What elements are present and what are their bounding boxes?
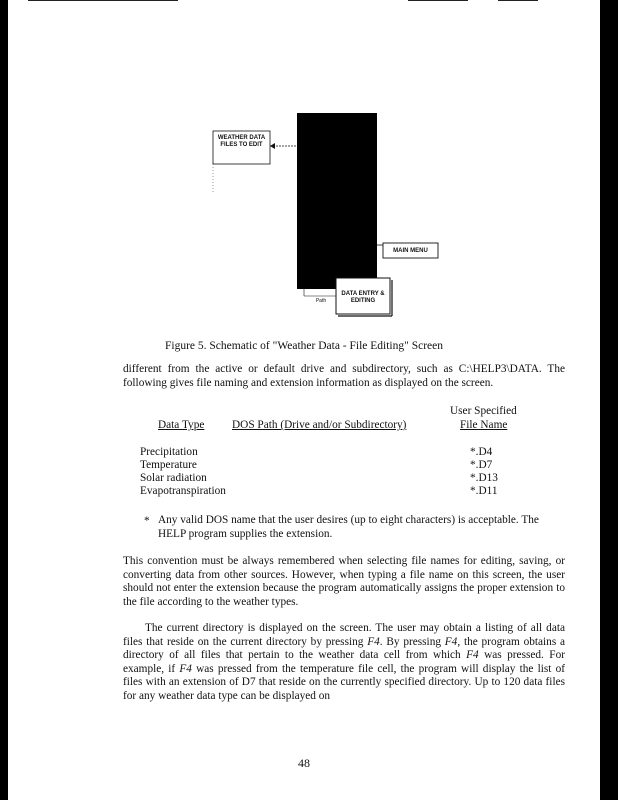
directory-paragraph: The current directory is displayed on the screen. The user may obtain a listing of all data files that reside on the current directory by pressing F4. By pressing F4, the program obtains a directory of all files that pertain to the weather data cell from which F4 was pressed. For example, if F4 was pressed from the temperature file cell, the program will display the list of files with an extension of D7 that reside on the currently specified directory. Up to 120 data files for any weather data type can be displayed on — [123, 622, 566, 702]
row-type: Evapotranspiration — [140, 485, 226, 497]
header-user-specified: User Specified — [450, 405, 517, 417]
table-row — [140, 459, 520, 473]
key-f4: F4 — [367, 635, 380, 648]
table-row — [140, 485, 520, 499]
row-file: *.D11 — [470, 485, 498, 497]
table-row — [140, 472, 520, 486]
table-row — [140, 446, 520, 460]
header-dos-path: DOS Path (Drive and/or Subdirectory) — [232, 419, 407, 431]
header-data-type: Data Type — [158, 419, 205, 431]
figure-caption: Figure 5. Schematic of "Weather Data - File Editing" Screen — [165, 340, 443, 352]
row-type: Precipitation — [140, 446, 198, 458]
document-page — [8, 0, 600, 800]
key-f4: F4 — [179, 662, 192, 675]
intro-paragraph: different from the active or default drive and subdirectory, such as C:\HELP3\DATA. The following gives file naming and extension information as displayed on the screen. — [123, 363, 565, 389]
screen-block — [297, 113, 377, 289]
convention-paragraph: This convention must be always remembered when selecting file names for editing, saving, or converting data from other sources. However, when typing a file name on this screen, the user should not enter the extension because the program automatically assigns the proper extension to the file according to the weather types. — [123, 555, 565, 608]
row-file: *.D7 — [470, 459, 493, 471]
main-menu-label: MAIN MENU — [393, 248, 428, 254]
key-f4: F4 — [466, 649, 479, 661]
row-type: Solar radiation — [140, 472, 207, 484]
note-marker: * — [144, 515, 150, 527]
path-label: Path — [315, 298, 327, 304]
key-f4: F4 — [444, 635, 458, 648]
header-file-name: File Name — [460, 419, 508, 431]
row-file: *.D13 — [470, 472, 498, 484]
weather-files-label: WEATHER DATA FILES TO EDIT — [217, 135, 266, 148]
note-text: Any valid DOS name that the user desires (up to eight characters) is acceptable. The HELP program supplies the extension. — [158, 514, 539, 540]
row-type: Temperature — [140, 459, 197, 471]
schematic-figure — [8, 0, 600, 330]
arrowhead — [270, 143, 275, 149]
data-entry-label: DATA ENTRY & EDITING — [341, 291, 385, 304]
row-file: *.D4 — [470, 446, 493, 458]
page-number: 48 — [298, 756, 310, 770]
